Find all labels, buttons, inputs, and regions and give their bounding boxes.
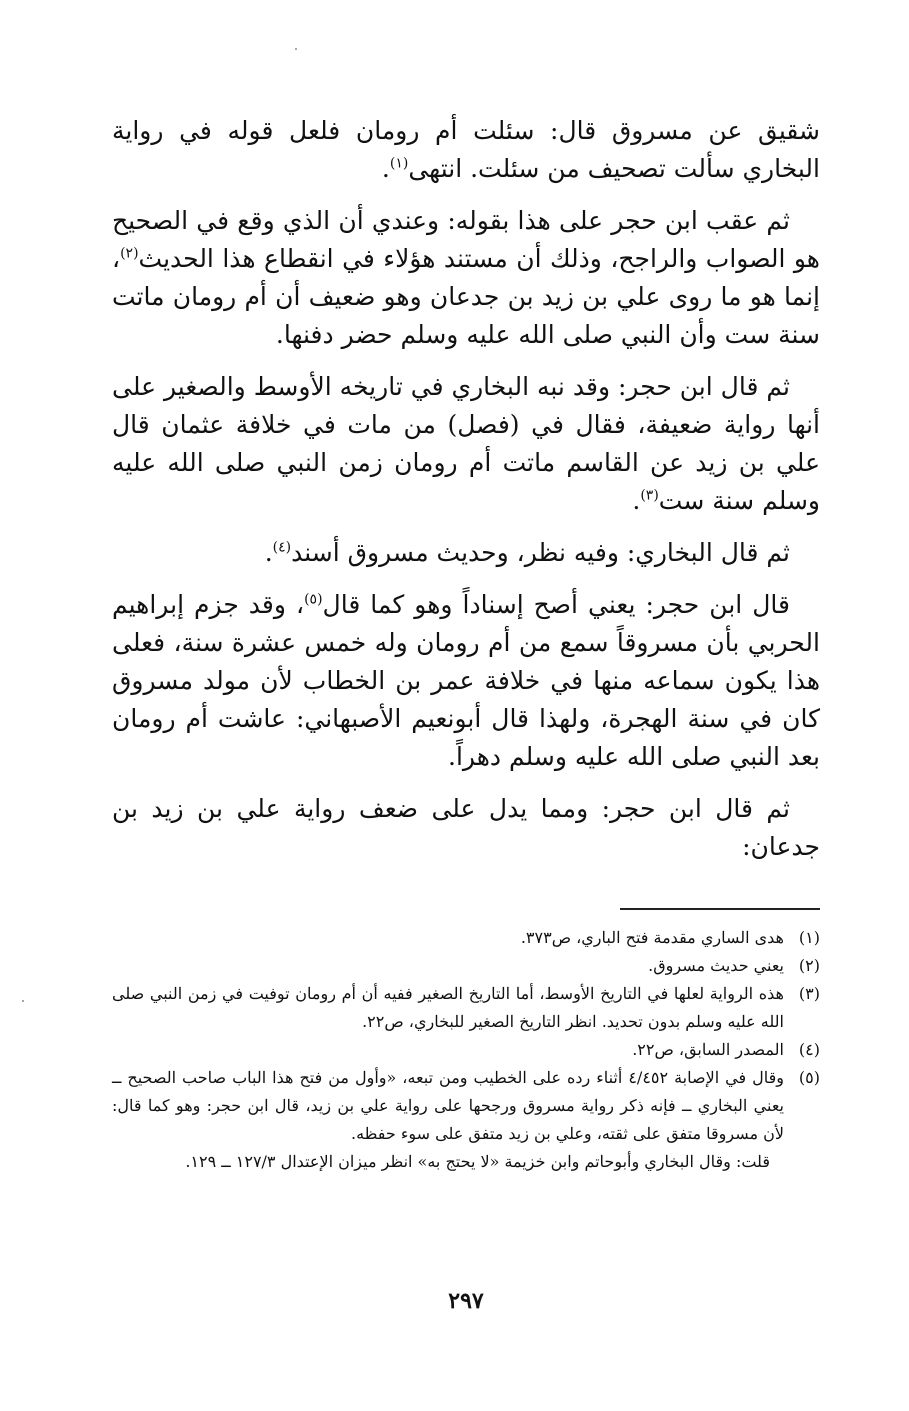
footnote-reference[interactable]: (٤) [272,539,292,556]
footnote-continuation: قلت: وقال البخاري وأبوحاتم وابن خزيمة «لا يحتج به» انظر ميزان الإعتدال ١٢٧/٣ ــ ١٢٩. [185,1152,770,1171]
footnote-1 [112,924,820,952]
paragraph-text: ثم عقب ابن حجر على هذا بقوله: وعندي أن الذي وقع في الصحيح هو الصواب والراجح، وذلك أن مستند هؤلاء في انقطاع هذا الحديث [112,206,820,273]
paragraph-3 [112,368,820,520]
paragraph-5 [112,586,820,776]
footnote-number: (٤) [798,1040,820,1059]
paragraph-text: ثم قال ابن حجر: ومما يدل على ضعف رواية علي بن زيد بن جدعان: [112,794,820,861]
footnote-5 [112,1064,820,1148]
paragraph-text: ثم قال ابن حجر: وقد نبه البخاري في تاريخه الأوسط والصغير على أنها رواية ضعيفة، فقال في (فصل) من مات في خلافة عثمان قال علي بن زيد عن القاسم ماتت أم رومان زمن النبي صلى الله عليه وسلم سنة ست [112,372,820,515]
paragraph-text: شقيق عن مسروق قال: سئلت أم رومان فلعل قوله في رواية البخاري سألت تصحيف من سئلت. انتهى [112,116,820,183]
scan-speck [295,48,297,50]
footnote-2 [112,952,820,980]
footnote-number: (٣) [798,984,820,1003]
footnote-number: (١) [798,928,820,947]
paragraph-tail: . [381,154,390,183]
footnote-reference[interactable]: (٥) [304,591,323,608]
paragraph-tail: . [632,486,641,515]
paragraph-tail: . [264,538,273,567]
footnote-text: هذه الرواية لعلها في التاريخ الأوسط، أما التاريخ الصغير ففيه أن أم رومان توفيت في زمن النبي صلى الله عليه وسلم بدون تحديد. انظر التاريخ الصغير للبخاري، ص٢٢. [112,984,784,1031]
footnote-reference[interactable]: (٢) [120,245,139,262]
paragraph-tail: ، وقد جزم إبراهيم الحربي بأن مسروقاً سمع من أم رومان وله خمس عشرة سنة، فعلى هذا يكون سماعه منها في خلافة عمر بن الخطاب لأن مولد مسروق كان في سنة الهجرة، ولهذا قال أبونعيم الأصبهاني: عاشت أم رومان بعد النبي صلى الله عليه وسلم دهراً. [112,590,820,771]
page-body [112,112,820,1352]
paragraph-1 [112,112,820,188]
scan-speck [22,1000,24,1002]
footnote-4 [112,1036,820,1064]
footnote-number: (٥) [798,1068,820,1087]
paragraph-tail: ، إنما هو ما روى علي بن زيد بن جدعان وهو ضعيف أن أم رومان ماتت سنة ست وأن النبي صلى الله عليه وسلم حضر دفنها. [112,244,820,349]
paragraph-4 [112,534,820,572]
footnote-text: هدى الساري مقدمة فتح الباري، ص٣٧٣. [520,928,784,947]
footnote-text: وقال في الإصابة ٤/٤٥٢ أثناء رده على الخطيب ومن تبعه، «وأول من فتح هذا الباب صاحب الصحيح ــ يعني البخاري ــ فإنه ذكر رواية مسروق ورجحها على رواية علي بن زيد، قال ابن حجر: وهو كما قال: لأن مسروقا متفق على ثقته، وعلي بن زيد متفق على سوء حفظه. [112,1068,784,1143]
paragraph-text: قال ابن حجر: يعني أصح إسناداً وهو كما قال [322,590,790,619]
main-text [112,112,820,866]
footnote-reference[interactable]: (٣) [640,487,659,504]
footnote-reference[interactable]: (١) [389,155,409,172]
page-number: ٢٩٧ [448,1288,484,1314]
footnote-3 [112,980,820,1036]
footnotes [112,924,820,1176]
footnote-separator [620,908,820,910]
footnote-text: المصدر السابق، ص٢٢. [632,1040,784,1059]
footnote-number: (٢) [798,956,820,975]
footnote-text: يعني حديث مسروق. [648,956,784,975]
paragraph-text: ثم قال البخاري: وفيه نظر، وحديث مسروق أسند [291,538,790,567]
paragraph-6 [112,790,820,866]
paragraph-2 [112,202,820,354]
